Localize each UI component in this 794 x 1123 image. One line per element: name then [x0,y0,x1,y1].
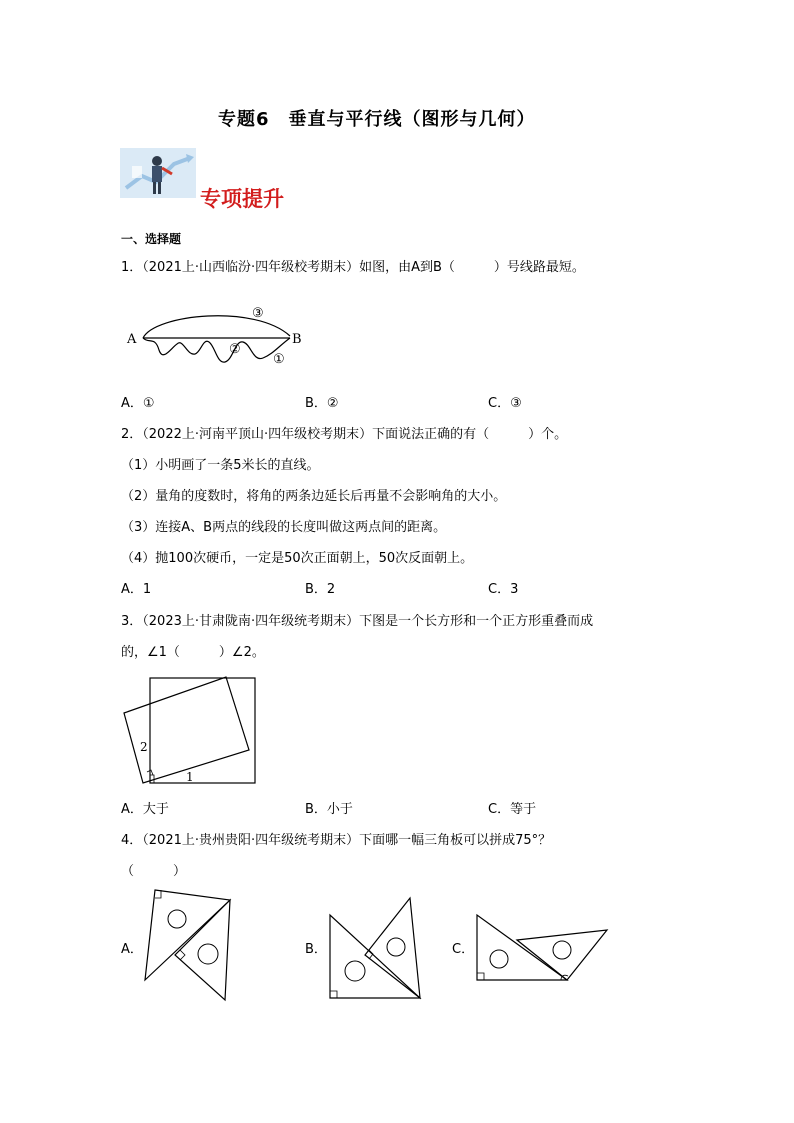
triangle-set-b [325,893,430,1003]
question-4-line1: 4．（2021上·贵州贵阳·四年级统考期末）下面哪一幅三角板可以拼成75°？ [121,833,552,848]
question-4-line2: （ ） [121,864,187,879]
point-b-label: B [292,332,302,347]
q1-option-a: A．① [121,396,155,411]
angle-1-label: 1 [186,770,194,784]
q3-option-c: C．等于 [488,802,537,817]
q2-option-b: B．2 [305,582,336,597]
page-title: 专题6 垂直与平行线（图形与几何） [218,109,536,130]
q1-option-c: C．③ [488,396,522,411]
q2-statement-3: （3）连接A、B两点的线段的长度叫做这两点间的距离。 [121,520,447,535]
question-1: 1．（2021上·山西临汾·四年级校考期末）如图，由A到B（ ）号线路最短。 [121,260,585,275]
q2-option-c: C．3 [488,582,519,597]
section-heading: 一、选择题 [121,232,182,246]
q2-statement-1: （1）小明画了一条5米长的直线。 [121,458,320,473]
presenter-illustration [120,148,196,198]
q2-statement-2: （2）量角的度数时，将角的两条边延长后再量不会影响角的大小。 [121,489,507,504]
point-a-label: A [127,332,137,347]
route-3-label: ③ [252,306,264,321]
q4-option-b: B． [305,942,327,957]
route-2-label: ② [229,342,241,357]
banner-image [120,148,196,198]
q1-option-b: B．② [305,396,339,411]
rectangle-square-figure [120,675,260,790]
question-2: 2．（2022上·河南平顶山·四年级校考期末）下面说法正确的有（ ）个。 [121,427,568,442]
question-3-line1: 3．（2023上·甘肃陇南·四年级统考期末）下图是一个长方形和一个正方形重叠而成 [121,614,594,629]
question-3-line2: 的，∠1（ ）∠2。 [121,645,265,660]
q3-option-a: A．大于 [121,802,169,817]
triangle-set-c [472,910,612,985]
route-1-label: ① [273,352,285,367]
angle-2-label: 2 [140,740,148,754]
banner-title: 专项提升 [200,186,284,211]
q2-option-a: A．1 [121,582,152,597]
route-figure [125,300,305,370]
q2-statement-4: （4）抛100次硬币，一定是50次正面朝上，50次反面朝上。 [121,551,474,566]
triangle-set-a [140,885,240,1005]
q3-option-b: B．小于 [305,802,353,817]
q4-option-c: C． [452,942,475,957]
q4-option-a: A． [121,942,143,957]
